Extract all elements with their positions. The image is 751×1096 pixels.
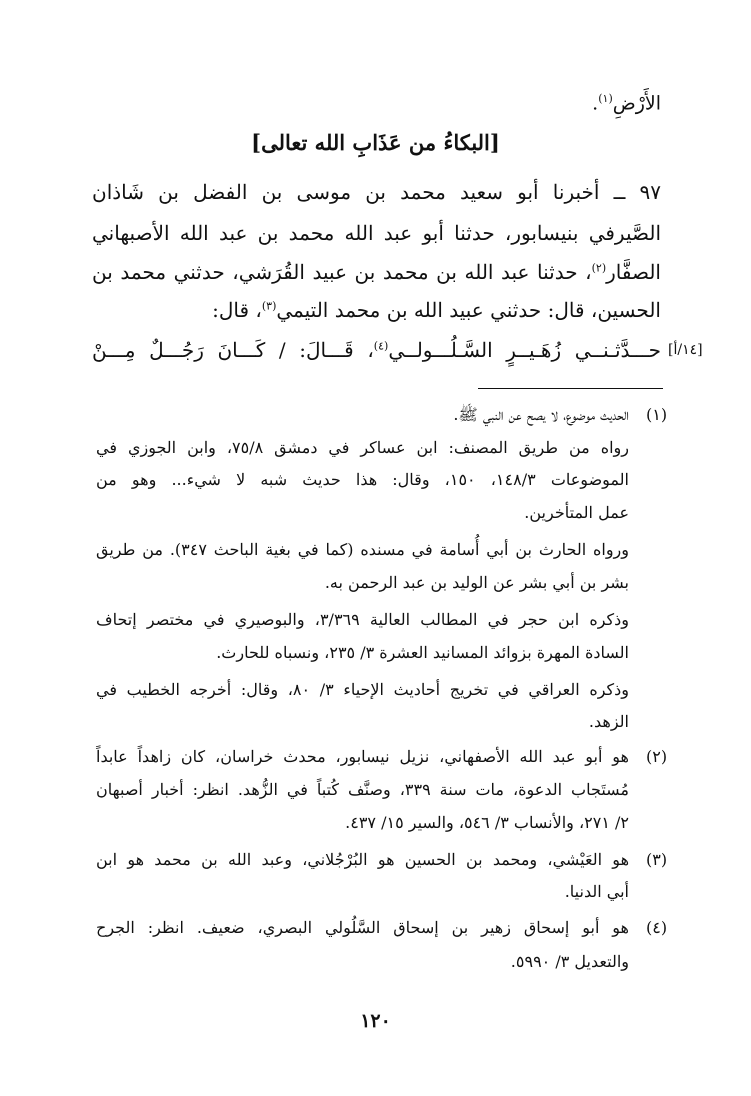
footnote-2-line-1: هو أبو عبد الله الأصفهاني، نزيل نيسابور، محدث خراسان، كان زاهداً عابداً (96, 747, 629, 766)
previous-page-continuation (592, 92, 661, 114)
note-marker-3: (٣) (261, 299, 277, 313)
footnote-1-line-7: وذكره ابن حجر في المطالب العالية ٣/٣٦٩، والبوصيري في مختصر إتحاف (96, 610, 630, 629)
hadith-line-4 (212, 298, 661, 322)
section-heading: [البكاءُ من عَذَابِ الله تعالى] (251, 130, 500, 155)
hadith-line-5-rest: ، قَـــالَ: / كَـــانَ رَجُـــلٌ مِـــنْ (92, 338, 374, 362)
footnote-separator (478, 388, 663, 389)
footnote-4-number: (٤) (646, 918, 668, 937)
note-marker-4: (٤) (373, 339, 389, 353)
hadith-line-4-start: الحسين، قال: حدثني عبيد الله بن محمد التيمي (276, 298, 661, 322)
footnote-1-line-1: الحديث موضوع، لا يصح عن النبي ﷺ. (453, 405, 629, 424)
hadith-line-3-rest: ، حدثنا عبد الله بن محمد بن عبيد القُرَشي، حدثني محمد بن (92, 260, 592, 284)
note-marker-2: (٢) (591, 261, 607, 275)
footnote-1-line-3: الموضوعات ١٤٨/٣، ١٥٠، وقال: هذا حديث شبه لا شيء... وهو من (96, 470, 629, 489)
hadith-line-3 (92, 260, 661, 284)
hadith-line-1: ٩٧ ــ أخبرنا أبو سعيد محمد بن موسى بن الفضل بن شَاذان (92, 180, 661, 204)
note-marker-1: (١) (598, 92, 613, 105)
footnote-1-line-10: الزهد. (588, 712, 629, 731)
footnote-1-line-6: بشر بن أبي بشر عن الوليد بن عبد الرحمن به. (324, 573, 629, 592)
hadith-line-2: الصَّيرفي بنيسابور، حدثنا أبو عبد الله محمد بن عبد الله الأصبهاني (92, 221, 661, 245)
footnote-3-line-1: هو العَيْشي، ومحمد بن الحسين هو البُرْجُلاني، وعبد الله بن محمد هو ابن (96, 850, 629, 869)
footnote-3-number: (٣) (646, 850, 668, 869)
hadith-line-5-start: حـــدَّثـنــي زُهَـيــرٍ السَّـلُـــولــي (388, 338, 661, 362)
hadith-line-5 (92, 338, 661, 362)
footnote-3-line-2: أبي الدنيا. (564, 882, 629, 901)
footnote-2-number: (٢) (646, 747, 668, 766)
hadith-line-4-rest: ، قال: (212, 298, 262, 322)
footnote-1-number: (١) (646, 405, 668, 424)
footnote-1-line-5: ورواه الحارث بن أبي أُسامة في مسنده (كما في بغية الباحث ٣٤٧). من طريق (96, 540, 630, 559)
footnote-1-line-2: رواه من طريق المصنف: ابن عساكر في دمشق ٧٥/٨، وابن الجوزي في (96, 438, 629, 457)
footnote-2-line-2: مُستَجاب الدعوة، مات سنة ٣٣٩، وصنَّف كُتباً في الزُّهد. انظر: أخبار أصبهان (96, 780, 629, 799)
footnote-4-line-1: هو أبو إسحاق زهير بن إسحاق السَّلُولي البصري، ضعيف. انظر: الجرح (96, 918, 629, 937)
manuscript-folio-ref: [١٤/أ] (668, 342, 703, 358)
footnote-1-line-8: السادة المهرة بزوائد المسانيد العشرة ٣/ ٢٣٥، ونسباه للحارث. (216, 643, 629, 662)
page-number: ١٢٠ (360, 1010, 391, 1032)
footnote-1-line-9: وذكره العراقي في تخريج أحاديث الإحياء ٣/ ٨٠، وقال: أخرجه الخطيب في (96, 680, 629, 699)
footnote-1-line-4: عمل المتأخرين. (524, 503, 629, 522)
footnote-2-line-3: ٢/ ٢٧١، والأنساب ٣/ ٥٤٦، والسير ١٥/ ٤٣٧. (345, 813, 629, 832)
footnote-4-line-2: والتعديل ٣/ ٥٩٩٠. (510, 952, 629, 971)
hadith-line-3-start: الصفَّار (606, 260, 661, 284)
continuation-text: الأَرْضِ (612, 92, 661, 115)
continuation-end: . (592, 92, 599, 115)
